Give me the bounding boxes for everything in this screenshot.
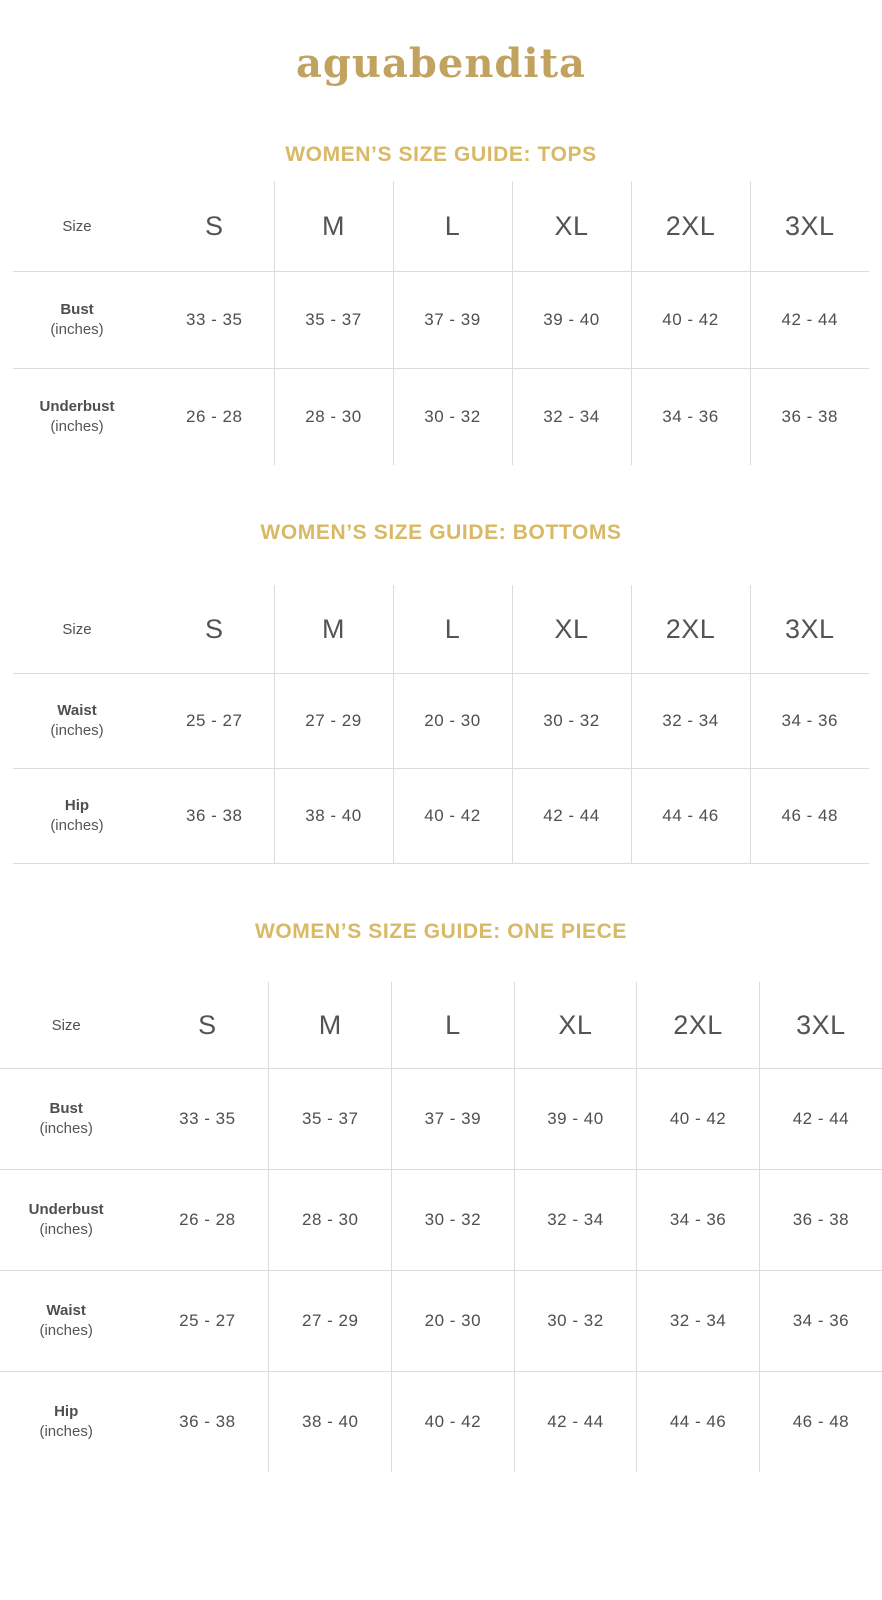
cell-value: 20 - 30 xyxy=(393,674,512,769)
header-size-3xl: 3XL xyxy=(750,585,869,674)
cell-value: 32 - 34 xyxy=(514,1170,637,1271)
header-size-label: Size xyxy=(13,585,155,674)
table-header-row xyxy=(0,982,882,1069)
section-title-tops: WOMEN’S SIZE GUIDE: TOPS xyxy=(285,143,597,166)
row-unit: (inches) xyxy=(39,1423,93,1440)
cell-value: 33 - 35 xyxy=(146,1069,269,1170)
row-label-waist xyxy=(13,674,155,769)
cell-value: 32 - 34 xyxy=(631,674,750,769)
row-unit: (inches) xyxy=(39,1221,93,1238)
row-unit: (inches) xyxy=(50,817,104,834)
header-size-label: Size xyxy=(13,181,155,272)
header-size-l: L xyxy=(393,181,512,272)
cell-value: 26 - 28 xyxy=(146,1170,269,1271)
section-one-piece xyxy=(0,920,882,1472)
row-name: Waist xyxy=(57,701,97,719)
row-name: Bust xyxy=(60,300,94,318)
cell-value: 36 - 38 xyxy=(146,1372,269,1473)
cell-value: 34 - 36 xyxy=(631,369,750,466)
row-name: Underbust xyxy=(28,1200,104,1218)
cell-value: 34 - 36 xyxy=(637,1170,760,1271)
cell-value: 20 - 30 xyxy=(392,1271,515,1372)
header-size-3xl: 3XL xyxy=(759,982,882,1069)
header-size-l: L xyxy=(392,982,515,1069)
header-size-2xl: 2XL xyxy=(631,585,750,674)
cell-value: 32 - 34 xyxy=(637,1271,760,1372)
header-size-3xl: 3XL xyxy=(750,181,869,272)
table-row xyxy=(13,369,869,466)
cell-value: 25 - 27 xyxy=(146,1271,269,1372)
row-label-underbust xyxy=(13,369,155,466)
header-size-label: Size xyxy=(0,982,146,1069)
header-size-m: M xyxy=(274,585,393,674)
cell-value: 36 - 38 xyxy=(759,1170,882,1271)
cell-value: 40 - 42 xyxy=(631,272,750,369)
cell-value: 28 - 30 xyxy=(269,1170,392,1271)
row-label-bust xyxy=(13,272,155,369)
cell-value: 27 - 29 xyxy=(274,674,393,769)
header-size-2xl: 2XL xyxy=(637,982,760,1069)
header-size-s: S xyxy=(155,585,274,674)
cell-value: 40 - 42 xyxy=(392,1372,515,1473)
header-size-xl: XL xyxy=(512,585,631,674)
cell-value: 25 - 27 xyxy=(155,674,274,769)
cell-value: 46 - 48 xyxy=(792,1412,850,1431)
cell-value: 34 - 36 xyxy=(759,1271,882,1372)
cell-value: 39 - 40 xyxy=(512,272,631,369)
table-row xyxy=(13,674,869,769)
cell-value: 42 - 44 xyxy=(514,1372,637,1473)
cell-value: 35 - 37 xyxy=(269,1069,392,1170)
cell-value: 42 - 44 xyxy=(759,1069,882,1170)
cell-value: 26 - 28 xyxy=(155,369,274,466)
section-bottoms xyxy=(0,521,882,864)
table-header-row xyxy=(13,585,869,674)
row-unit: (inches) xyxy=(50,321,104,338)
row-name: Hip xyxy=(64,796,90,814)
row-label-waist xyxy=(0,1271,146,1372)
cell-value: 30 - 32 xyxy=(512,674,631,769)
row-label-hip xyxy=(0,1372,146,1473)
table-row xyxy=(0,1271,882,1372)
header-size-s: S xyxy=(155,181,274,272)
header-size-xl: XL xyxy=(514,982,637,1069)
row-name: Hip xyxy=(54,1402,79,1420)
table-row xyxy=(0,1170,882,1271)
section-title-one-piece: WOMEN’S SIZE GUIDE: ONE PIECE xyxy=(254,920,628,943)
table-row xyxy=(13,769,869,864)
header-size-l: L xyxy=(393,585,512,674)
row-label-underbust xyxy=(0,1170,146,1271)
cell-value: 36 - 38 xyxy=(155,769,274,864)
row-name: Underbust xyxy=(39,397,115,415)
cell-value: 28 - 30 xyxy=(274,369,393,466)
table-row xyxy=(0,1372,882,1473)
header-size-xl: XL xyxy=(512,181,631,272)
cell-value: 38 - 40 xyxy=(274,769,393,864)
table-row xyxy=(0,1069,882,1170)
cell-value: 35 - 37 xyxy=(274,272,393,369)
cell-value: 30 - 32 xyxy=(393,369,512,466)
brand-logo: aguabendita xyxy=(296,40,586,87)
cell-value: 42 - 44 xyxy=(750,272,869,369)
row-unit: (inches) xyxy=(50,722,104,739)
cell-value: 39 - 40 xyxy=(514,1069,637,1170)
header-size-m: M xyxy=(274,181,393,272)
cell-value: 44 - 46 xyxy=(637,1372,760,1473)
cell-value: 40 - 42 xyxy=(637,1069,760,1170)
cell-value: 37 - 39 xyxy=(392,1069,515,1170)
cell-value: 44 - 46 xyxy=(631,769,750,864)
cell-value: 37 - 39 xyxy=(393,272,512,369)
section-tops xyxy=(0,143,882,465)
row-unit: (inches) xyxy=(39,1120,93,1137)
cell-value: 36 - 38 xyxy=(781,407,838,426)
header-size-m: M xyxy=(269,982,392,1069)
cell-value: 34 - 36 xyxy=(750,674,869,769)
row-name: Waist xyxy=(46,1301,86,1319)
row-label-hip xyxy=(13,769,155,864)
table-header-row xyxy=(13,181,869,272)
cell-value: 33 - 35 xyxy=(155,272,274,369)
cell-value: 27 - 29 xyxy=(269,1271,392,1372)
cell-value: 40 - 42 xyxy=(393,769,512,864)
cell-value: 30 - 32 xyxy=(392,1170,515,1271)
row-unit: (inches) xyxy=(50,418,104,435)
table-row xyxy=(13,272,869,369)
cell-value: 30 - 32 xyxy=(514,1271,637,1372)
row-name: Bust xyxy=(49,1099,83,1117)
cell-value: 38 - 40 xyxy=(269,1372,392,1473)
row-label-bust xyxy=(0,1069,146,1170)
header-size-2xl: 2XL xyxy=(631,181,750,272)
row-unit: (inches) xyxy=(39,1322,93,1339)
size-table-one-piece xyxy=(0,982,882,1472)
cell-value: 42 - 44 xyxy=(512,769,631,864)
size-table-tops xyxy=(13,181,869,465)
size-table-bottoms xyxy=(13,585,869,864)
section-title-bottoms: WOMEN’S SIZE GUIDE: BOTTOMS xyxy=(260,521,622,544)
cell-value: 32 - 34 xyxy=(512,369,631,466)
cell-value: 46 - 48 xyxy=(750,769,869,864)
header-size-s: S xyxy=(146,982,269,1069)
